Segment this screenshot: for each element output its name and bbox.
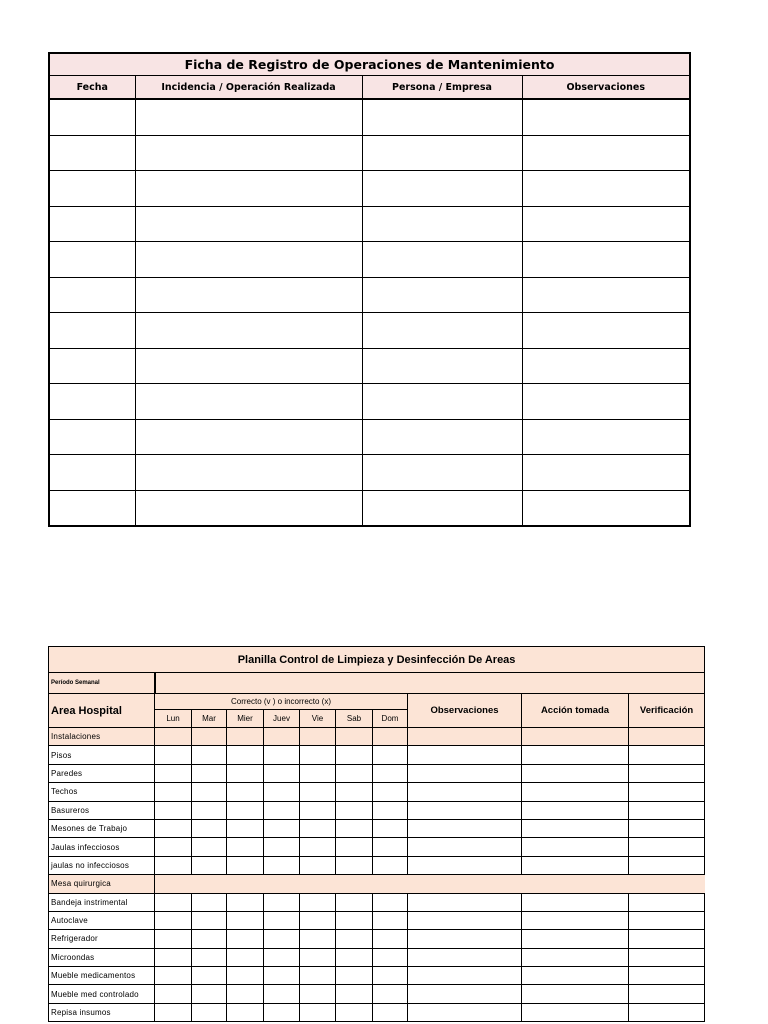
- maintenance-cell[interactable]: [49, 313, 135, 349]
- correcto-header: Correcto (v ) o incorrecto (x): [155, 694, 408, 710]
- header-fecha: Fecha: [49, 76, 135, 100]
- maintenance-cell[interactable]: [522, 455, 690, 491]
- notes-cell[interactable]: [522, 819, 629, 837]
- day-check-cell[interactable]: [155, 746, 192, 764]
- maintenance-cell[interactable]: [362, 490, 522, 526]
- notes-cell[interactable]: [629, 819, 705, 837]
- notes-cell[interactable]: [408, 783, 522, 801]
- notes-cell[interactable]: [408, 856, 522, 874]
- day-check-cell[interactable]: [373, 856, 408, 874]
- notes-cell[interactable]: [522, 893, 629, 911]
- maintenance-header-row: [49, 76, 690, 100]
- day-check-cell[interactable]: [336, 856, 373, 874]
- day-check-cell[interactable]: [264, 819, 300, 837]
- day-check-cell[interactable]: [227, 930, 264, 948]
- day-vie: Vie: [300, 710, 336, 728]
- maintenance-row: [49, 313, 690, 349]
- day-check-cell[interactable]: [264, 746, 300, 764]
- notes-cell[interactable]: [629, 967, 705, 985]
- maintenance-log-table: [48, 52, 691, 527]
- day-check-cell[interactable]: [336, 948, 373, 966]
- day-check-cell[interactable]: [336, 967, 373, 985]
- day-check-cell[interactable]: [227, 764, 264, 782]
- day-check-cell[interactable]: [192, 856, 227, 874]
- day-check-cell[interactable]: [155, 930, 192, 948]
- day-check-cell[interactable]: [155, 948, 192, 966]
- notes-cell[interactable]: [629, 856, 705, 874]
- day-check-cell[interactable]: [373, 1003, 408, 1021]
- maintenance-cell[interactable]: [135, 348, 362, 384]
- notes-cell[interactable]: [522, 838, 629, 856]
- notes-cell[interactable]: [408, 893, 522, 911]
- day-check-cell[interactable]: [373, 893, 408, 911]
- day-check-cell[interactable]: [300, 746, 336, 764]
- area-item-label: Mesones de Trabajo: [49, 819, 155, 837]
- day-check-cell[interactable]: [336, 911, 373, 929]
- maintenance-cell[interactable]: [135, 455, 362, 491]
- notes-cell[interactable]: [408, 948, 522, 966]
- maintenance-cell[interactable]: [362, 419, 522, 455]
- notes-cell[interactable]: [408, 801, 522, 819]
- day-check-cell[interactable]: [192, 838, 227, 856]
- day-check-cell[interactable]: [155, 1003, 192, 1021]
- day-check-cell[interactable]: [192, 746, 227, 764]
- maintenance-cell[interactable]: [135, 419, 362, 455]
- maintenance-cell[interactable]: [522, 384, 690, 420]
- maintenance-cell[interactable]: [135, 277, 362, 313]
- area-item-label: Refrigerador: [49, 930, 155, 948]
- checklist-row: [49, 746, 705, 764]
- checklist-row: [49, 783, 705, 801]
- section-label: Mesa quirurgica: [49, 875, 155, 893]
- day-check-cell[interactable]: [192, 801, 227, 819]
- maintenance-cell[interactable]: [522, 348, 690, 384]
- notes-cell[interactable]: [522, 783, 629, 801]
- day-check-cell[interactable]: [227, 856, 264, 874]
- day-check-cell[interactable]: [336, 746, 373, 764]
- day-check-cell[interactable]: [192, 893, 227, 911]
- checklist-row: [49, 819, 705, 837]
- maintenance-cell[interactable]: [522, 313, 690, 349]
- maintenance-row: [49, 277, 690, 313]
- section-cell: [300, 728, 336, 746]
- day-check-cell[interactable]: [300, 838, 336, 856]
- day-check-cell[interactable]: [336, 838, 373, 856]
- section-cell: [373, 728, 408, 746]
- checklist-row: [49, 893, 705, 911]
- maintenance-cell[interactable]: [135, 384, 362, 420]
- maintenance-cell[interactable]: [49, 455, 135, 491]
- maintenance-row: [49, 455, 690, 491]
- day-check-cell[interactable]: [373, 801, 408, 819]
- maintenance-cell[interactable]: [362, 313, 522, 349]
- day-check-cell[interactable]: [373, 838, 408, 856]
- checklist-row: [49, 930, 705, 948]
- day-check-cell[interactable]: [300, 783, 336, 801]
- maintenance-row: [49, 490, 690, 526]
- checklist-row: [49, 985, 705, 1003]
- maintenance-cell[interactable]: [135, 99, 362, 135]
- maintenance-cell[interactable]: [522, 277, 690, 313]
- maintenance-cell[interactable]: [49, 384, 135, 420]
- day-check-cell[interactable]: [264, 801, 300, 819]
- day-check-cell[interactable]: [264, 838, 300, 856]
- day-mar: Mar: [192, 710, 227, 728]
- notes-cell[interactable]: [522, 985, 629, 1003]
- area-item-label: Mueble medicamentos: [49, 967, 155, 985]
- day-check-cell[interactable]: [155, 783, 192, 801]
- day-check-cell[interactable]: [227, 838, 264, 856]
- maintenance-cell[interactable]: [522, 242, 690, 278]
- maintenance-cell[interactable]: [362, 348, 522, 384]
- day-check-cell[interactable]: [155, 764, 192, 782]
- maintenance-cell[interactable]: [522, 419, 690, 455]
- maintenance-cell[interactable]: [522, 490, 690, 526]
- day-check-cell[interactable]: [155, 819, 192, 837]
- maintenance-cell[interactable]: [362, 455, 522, 491]
- day-check-cell[interactable]: [373, 985, 408, 1003]
- maintenance-cell[interactable]: [362, 384, 522, 420]
- day-check-cell[interactable]: [300, 911, 336, 929]
- day-check-cell[interactable]: [336, 819, 373, 837]
- maintenance-row: [49, 242, 690, 278]
- day-check-cell[interactable]: [300, 819, 336, 837]
- area-item-label: jaulas no infecciosos: [49, 856, 155, 874]
- maintenance-cell[interactable]: [49, 277, 135, 313]
- area-item-label: Paredes: [49, 764, 155, 782]
- day-check-cell[interactable]: [336, 985, 373, 1003]
- day-check-cell[interactable]: [264, 764, 300, 782]
- day-check-cell[interactable]: [192, 930, 227, 948]
- day-check-cell[interactable]: [373, 930, 408, 948]
- notes-cell[interactable]: [408, 746, 522, 764]
- area-item-label: Jaulas infecciosos: [49, 838, 155, 856]
- maintenance-cell[interactable]: [49, 242, 135, 278]
- day-check-cell[interactable]: [336, 893, 373, 911]
- maintenance-cell[interactable]: [49, 206, 135, 242]
- day-check-cell[interactable]: [300, 764, 336, 782]
- section-cell: [264, 728, 300, 746]
- section-row: [49, 728, 705, 746]
- area-item-label: Pisos: [49, 746, 155, 764]
- section-cell: [336, 728, 373, 746]
- notes-cell[interactable]: [629, 930, 705, 948]
- day-check-cell[interactable]: [264, 911, 300, 929]
- maintenance-row: [49, 206, 690, 242]
- day-check-cell[interactable]: [192, 967, 227, 985]
- maintenance-row: [49, 171, 690, 207]
- notes-cell[interactable]: [629, 783, 705, 801]
- day-check-cell[interactable]: [300, 1003, 336, 1021]
- section-row: [49, 875, 705, 893]
- notes-cell[interactable]: [408, 764, 522, 782]
- day-check-cell[interactable]: [373, 967, 408, 985]
- maintenance-cell[interactable]: [522, 206, 690, 242]
- day-check-cell[interactable]: [264, 967, 300, 985]
- notes-cell[interactable]: [408, 819, 522, 837]
- day-check-cell[interactable]: [300, 893, 336, 911]
- area-item-label: Bandeja instrimental: [49, 893, 155, 911]
- cleaning-control-table: [48, 646, 705, 1022]
- day-check-cell[interactable]: [300, 985, 336, 1003]
- notes-cell[interactable]: [522, 801, 629, 819]
- maintenance-cell[interactable]: [49, 419, 135, 455]
- day-check-cell[interactable]: [300, 801, 336, 819]
- day-check-cell[interactable]: [227, 911, 264, 929]
- notes-cell[interactable]: [408, 967, 522, 985]
- day-check-cell[interactable]: [336, 783, 373, 801]
- notes-cell[interactable]: [522, 746, 629, 764]
- notes-cell[interactable]: [522, 948, 629, 966]
- day-check-cell[interactable]: [155, 838, 192, 856]
- day-check-cell[interactable]: [192, 985, 227, 1003]
- maintenance-title: Ficha de Registro de Operaciones de Mantenimiento: [49, 53, 690, 76]
- day-check-cell[interactable]: [227, 967, 264, 985]
- day-check-cell[interactable]: [155, 985, 192, 1003]
- maintenance-cell[interactable]: [362, 135, 522, 171]
- section-cell: [629, 728, 705, 746]
- day-check-cell[interactable]: [192, 911, 227, 929]
- maintenance-cell[interactable]: [49, 135, 135, 171]
- area-item-label: Repisa insumos: [49, 1003, 155, 1021]
- maintenance-row: [49, 419, 690, 455]
- maintenance-cell[interactable]: [135, 313, 362, 349]
- checklist-row: [49, 801, 705, 819]
- checklist-row: [49, 911, 705, 929]
- area-item-label: Mueble med controlado: [49, 985, 155, 1003]
- day-check-cell[interactable]: [300, 948, 336, 966]
- day-check-cell[interactable]: [373, 819, 408, 837]
- section-cell: [192, 728, 227, 746]
- area-item-label: Microondas: [49, 948, 155, 966]
- notes-cell[interactable]: [629, 1003, 705, 1021]
- day-lun: Lun: [155, 710, 192, 728]
- verificacion-header: Verificación: [629, 694, 705, 728]
- notes-cell[interactable]: [522, 911, 629, 929]
- day-check-cell[interactable]: [264, 930, 300, 948]
- maintenance-cell[interactable]: [522, 99, 690, 135]
- maintenance-cell[interactable]: [522, 135, 690, 171]
- maintenance-cell[interactable]: [49, 348, 135, 384]
- maintenance-cell[interactable]: [362, 99, 522, 135]
- day-check-cell[interactable]: [336, 801, 373, 819]
- maintenance-cell[interactable]: [49, 490, 135, 526]
- maintenance-row: [49, 384, 690, 420]
- maintenance-cell[interactable]: [362, 171, 522, 207]
- day-check-cell[interactable]: [227, 985, 264, 1003]
- day-check-cell[interactable]: [300, 856, 336, 874]
- section-cell: [408, 728, 522, 746]
- day-check-cell[interactable]: [192, 764, 227, 782]
- day-check-cell[interactable]: [264, 783, 300, 801]
- notes-cell[interactable]: [522, 764, 629, 782]
- day-dom: Dom: [373, 710, 408, 728]
- day-check-cell[interactable]: [192, 819, 227, 837]
- section-cell: [155, 875, 705, 893]
- section-cell: [227, 728, 264, 746]
- notes-cell[interactable]: [408, 1003, 522, 1021]
- day-check-cell[interactable]: [155, 801, 192, 819]
- maintenance-row: [49, 348, 690, 384]
- day-check-cell[interactable]: [192, 1003, 227, 1021]
- day-check-cell[interactable]: [373, 746, 408, 764]
- maintenance-cell[interactable]: [362, 206, 522, 242]
- maintenance-cell[interactable]: [362, 277, 522, 313]
- notes-cell[interactable]: [629, 911, 705, 929]
- notes-cell[interactable]: [522, 1003, 629, 1021]
- section-cell: [155, 728, 192, 746]
- day-check-cell[interactable]: [264, 1003, 300, 1021]
- notes-cell[interactable]: [629, 893, 705, 911]
- day-check-cell[interactable]: [300, 967, 336, 985]
- day-check-cell[interactable]: [227, 746, 264, 764]
- day-check-cell[interactable]: [227, 1003, 264, 1021]
- day-check-cell[interactable]: [227, 783, 264, 801]
- area-hospital-header: Area Hospital: [49, 694, 155, 728]
- day-check-cell[interactable]: [227, 801, 264, 819]
- day-check-cell[interactable]: [373, 911, 408, 929]
- checklist-row: [49, 838, 705, 856]
- maintenance-cell[interactable]: [135, 135, 362, 171]
- maintenance-cell[interactable]: [135, 206, 362, 242]
- maintenance-cell[interactable]: [49, 99, 135, 135]
- day-check-cell[interactable]: [336, 930, 373, 948]
- notes-cell[interactable]: [629, 838, 705, 856]
- checklist-row: [49, 1003, 705, 1021]
- checklist-row: [49, 764, 705, 782]
- day-check-cell[interactable]: [336, 1003, 373, 1021]
- day-check-cell[interactable]: [155, 893, 192, 911]
- day-check-cell[interactable]: [155, 967, 192, 985]
- periodo-field[interactable]: [155, 673, 705, 694]
- area-item-label: Basureros: [49, 801, 155, 819]
- day-check-cell[interactable]: [227, 819, 264, 837]
- section-cell: [522, 728, 629, 746]
- day-juev: Juev: [264, 710, 300, 728]
- notes-cell[interactable]: [408, 838, 522, 856]
- notes-cell[interactable]: [629, 985, 705, 1003]
- notes-cell[interactable]: [408, 911, 522, 929]
- maintenance-cell[interactable]: [362, 242, 522, 278]
- area-item-label: Techos: [49, 783, 155, 801]
- notes-cell[interactable]: [629, 948, 705, 966]
- day-check-cell[interactable]: [336, 764, 373, 782]
- day-check-cell[interactable]: [192, 783, 227, 801]
- day-check-cell[interactable]: [264, 893, 300, 911]
- day-check-cell[interactable]: [264, 948, 300, 966]
- notes-cell[interactable]: [522, 967, 629, 985]
- day-check-cell[interactable]: [227, 948, 264, 966]
- day-sab: Sab: [336, 710, 373, 728]
- header-incidencia: Incidencia / Operación Realizada: [135, 76, 362, 100]
- day-check-cell[interactable]: [373, 783, 408, 801]
- day-check-cell[interactable]: [227, 893, 264, 911]
- day-check-cell[interactable]: [373, 764, 408, 782]
- day-check-cell[interactable]: [155, 856, 192, 874]
- cleaning-title: Planilla Control de Limpieza y Desinfección De Areas: [49, 647, 705, 673]
- notes-cell[interactable]: [629, 764, 705, 782]
- observaciones-header: Observaciones: [408, 694, 522, 728]
- maintenance-cell[interactable]: [135, 242, 362, 278]
- day-check-cell[interactable]: [192, 948, 227, 966]
- maintenance-cell[interactable]: [135, 490, 362, 526]
- day-mier: Mier: [227, 710, 264, 728]
- periodo-label: Período Semanal: [49, 673, 155, 694]
- header-persona: Persona / Empresa: [362, 76, 522, 100]
- maintenance-row: [49, 99, 690, 135]
- notes-cell[interactable]: [629, 746, 705, 764]
- area-item-label: Autoclave: [49, 911, 155, 929]
- maintenance-cell[interactable]: [49, 171, 135, 207]
- notes-cell[interactable]: [408, 985, 522, 1003]
- header-observaciones: Observaciones: [522, 76, 690, 100]
- notes-cell[interactable]: [408, 930, 522, 948]
- section-label: Instalaciones: [49, 728, 155, 746]
- notes-cell[interactable]: [629, 801, 705, 819]
- day-check-cell[interactable]: [264, 985, 300, 1003]
- maintenance-row: [49, 135, 690, 171]
- notes-cell[interactable]: [522, 930, 629, 948]
- day-check-cell[interactable]: [264, 856, 300, 874]
- maintenance-cell[interactable]: [522, 171, 690, 207]
- notes-cell[interactable]: [522, 856, 629, 874]
- day-check-cell[interactable]: [300, 930, 336, 948]
- checklist-row: [49, 948, 705, 966]
- day-check-cell[interactable]: [155, 911, 192, 929]
- accion-header: Acción tomada: [522, 694, 629, 728]
- checklist-row: [49, 967, 705, 985]
- checklist-row: [49, 856, 705, 874]
- maintenance-cell[interactable]: [135, 171, 362, 207]
- day-check-cell[interactable]: [373, 948, 408, 966]
